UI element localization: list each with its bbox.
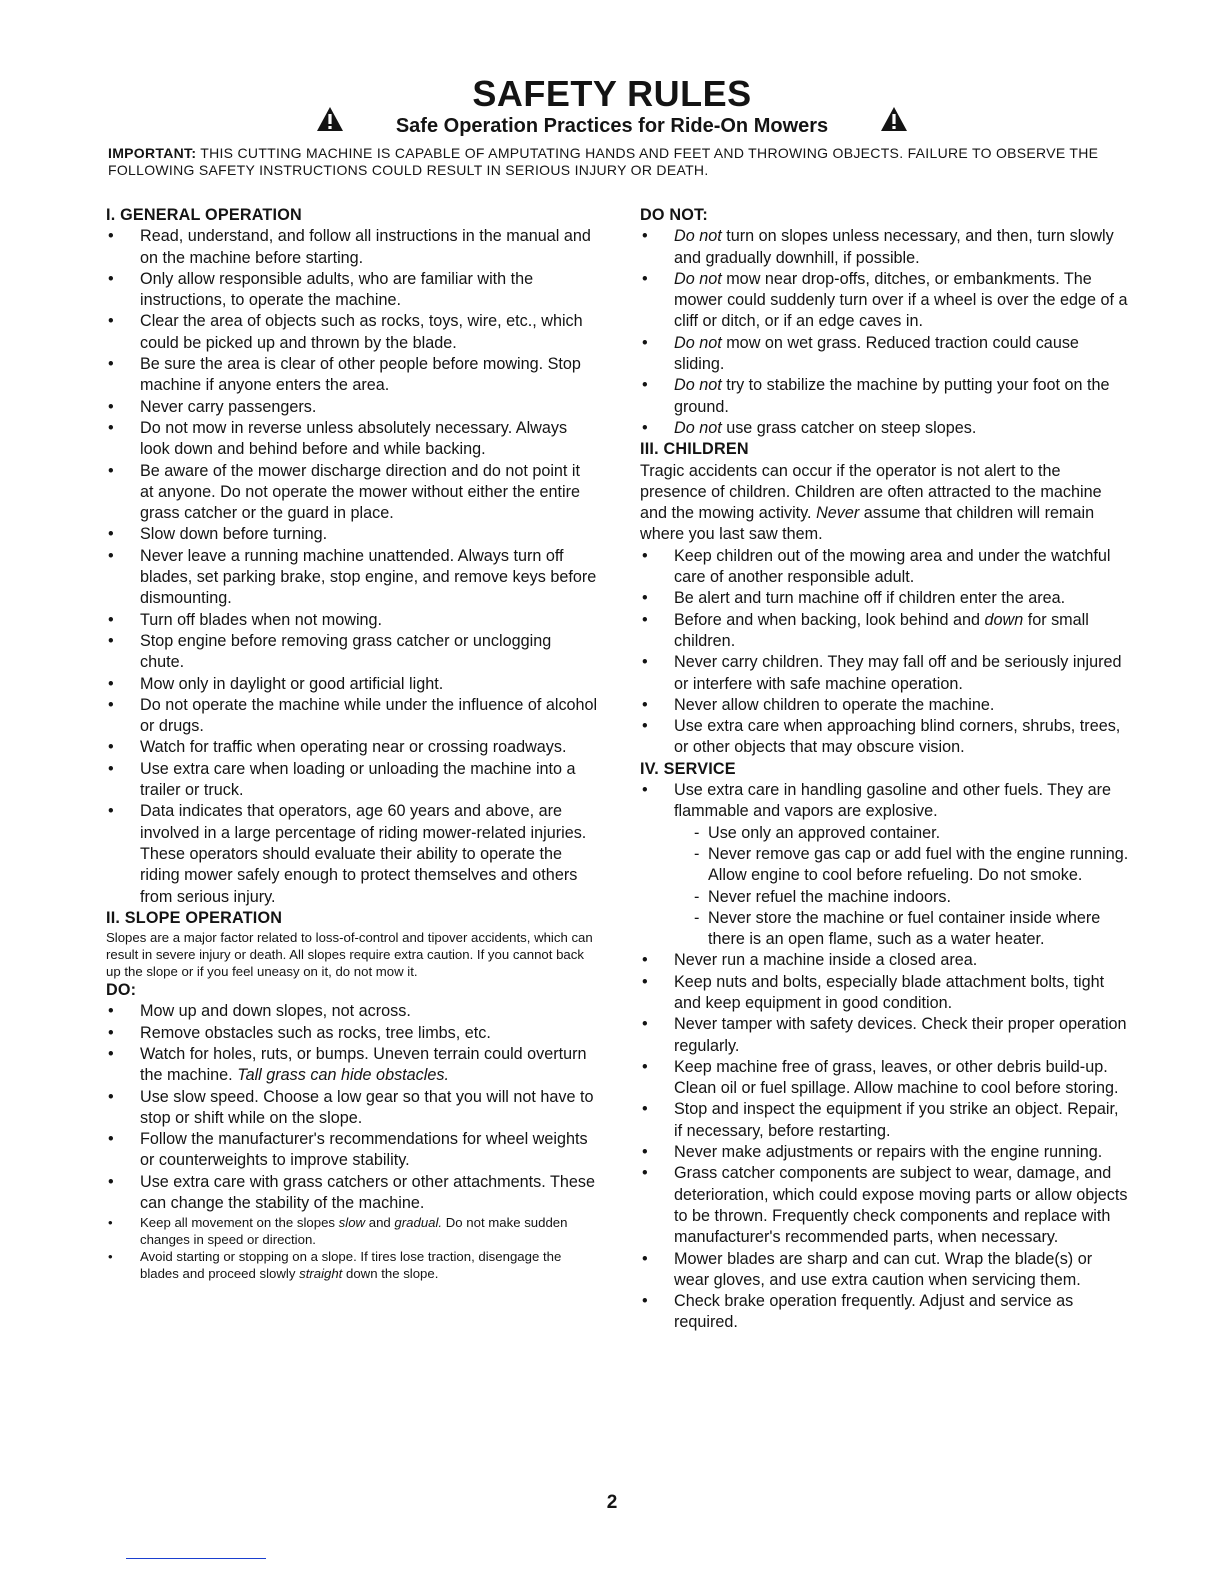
- list-item: • Grass catcher components are subject to wear, damage, and deterioration, which could expose moving parts or allow objects to be thrown. Frequently check components and replace with manufacturer's recommended parts, when necessary.: [640, 1163, 1130, 1248]
- list-item: • Be sure the area is clear of other people before mowing. Stop machine if anyone enters the area.: [106, 354, 598, 397]
- sub-list-item: - Never store the machine or fuel container inside where there is an open flame, such as a water heater.: [692, 908, 1130, 951]
- children-intro: [640, 461, 1130, 546]
- item-emphasis: Do not: [674, 269, 722, 288]
- list-item: • Mow up and down slopes, not across.: [106, 1001, 598, 1022]
- footer-rule: [126, 1558, 266, 1559]
- sub-list-item: - Use only an approved container.: [692, 823, 1130, 844]
- item-text: use grass catcher on steep slopes.: [726, 418, 977, 437]
- list-item: • Keep nuts and bolts, especially blade attachment bolts, tight and keep equipment in good condition.: [640, 972, 1130, 1015]
- item-text: Do not make sudden changes in speed or direction.: [140, 1215, 568, 1248]
- list-item: • Be alert and turn machine off if children enter the area.: [640, 588, 1130, 609]
- list-item: • Remove obstacles such as rocks, tree limbs, etc.: [106, 1023, 598, 1044]
- list-item: • Do not operate the machine while under the influence of alcohol or drugs.: [106, 695, 598, 738]
- item-text: mow on wet grass. Reduced traction could cause sliding.: [674, 333, 1079, 374]
- item-text: down the slope.: [346, 1266, 439, 1282]
- intro-text: assume that children will remain where you last saw them.: [640, 504, 1095, 544]
- list-item: [640, 333, 1130, 376]
- service-heading: IV. SERVICE: [640, 759, 736, 778]
- sub-list-item: - Never remove gas cap or add fuel with the engine running. Allow engine to cool before refueling. Do not smoke.: [692, 844, 1130, 887]
- list-item: • Never carry passengers.: [106, 397, 598, 418]
- list-item: • Stop engine before removing grass catcher or unclogging chute.: [106, 631, 598, 674]
- intro-text: Tragic accidents can occur if the operator is not alert to the presence of children. Children are often attracted to the machine and the mowing activity.: [640, 461, 1102, 523]
- item-text: for small children.: [674, 610, 1089, 650]
- list-item: [640, 226, 1130, 269]
- fuel-sublist: [674, 823, 1130, 951]
- list-item: • Turn off blades when not mowing.: [106, 610, 598, 631]
- item-text: Keep all movement on the slopes: [140, 1215, 335, 1231]
- right-column: [640, 205, 1130, 1334]
- list-item: • Only allow responsible adults, who are familiar with the instructions, to operate the machine.: [106, 269, 598, 312]
- list-item: • Stop and inspect the equipment if you strike an object. Repair, if necessary, before restarting.: [640, 1099, 1130, 1142]
- list-item: • Data indicates that operators, age 60 years and above, are involved in a large percentage of riding mower-related injuries. These operators should evaluate their ability to operate the riding mower safely enough to protect themselves and others from serious injury.: [106, 801, 598, 907]
- item-text: try to stabilize the machine by putting your foot on the ground.: [674, 376, 1110, 416]
- page-subtitle: Safe Operation Practices for Ride-On Mowers: [395, 115, 829, 137]
- item-text: and: [368, 1215, 391, 1231]
- list-item: • Use extra care when loading or unloading the machine into a trailer or truck.: [106, 759, 598, 802]
- do-list: [106, 1001, 598, 1282]
- item-emphasis: down: [984, 610, 1024, 629]
- item-emphasis: gradual.: [394, 1215, 443, 1231]
- list-item: • Clear the area of objects such as rocks, toys, wire, etc., which could be picked up and thrown by the blade.: [106, 311, 598, 354]
- list-item: [640, 375, 1130, 418]
- page-number: 2: [606, 1492, 618, 1513]
- list-item: • Slow down before turning.: [106, 524, 598, 545]
- list-item: [640, 780, 1130, 950]
- slope-operation-heading: II. SLOPE OPERATION: [106, 908, 283, 927]
- list-item: [640, 418, 1130, 439]
- service-list: [640, 780, 1130, 1334]
- general-operation-list: [106, 226, 598, 908]
- list-item: • Never make adjustments or repairs with the engine running.: [640, 1142, 1130, 1163]
- list-item: [640, 269, 1130, 333]
- item-emphasis: Do not: [674, 333, 722, 352]
- item-emphasis: Do not: [674, 227, 722, 246]
- important-label: IMPORTANT:: [108, 145, 197, 161]
- slope-intro: Slopes are a major factor related to loss-of-control and tipover accidents, which can result in severe injury or death. All slopes require extra caution. If you cannot back up the slope or if you feel uneasy on it, do not mow it.: [106, 930, 593, 980]
- list-item: • Mower blades are sharp and can cut. Wrap the blade(s) or wear gloves, and use extra caution when servicing them.: [640, 1249, 1130, 1292]
- item-text: mow near drop-offs, ditches, or embankments. The mower could suddenly turn over if a wheel is over the edge of a cliff or ditch, or if an edge caves in.: [674, 269, 1128, 331]
- list-item: • Mow only in daylight or good artificial light.: [106, 674, 598, 695]
- sub-list-item: - Never refuel the machine indoors.: [692, 887, 1130, 908]
- list-item: • Do not mow in reverse unless absolutely necessary. Always look down and behind before and while backing.: [106, 418, 598, 461]
- item-text: turn on slopes unless necessary, and then, turn slowly and gradually downhill, if possible.: [674, 227, 1114, 267]
- important-text: THIS CUTTING MACHINE IS CAPABLE OF AMPUTATING HANDS AND FEET AND THROWING OBJECTS. FAILURE TO OBSERVE THE FOLLOWING SAFETY INSTRUCTIONS COULD RESULT IN SERIOUS INJURY OR DEATH.: [108, 145, 1099, 178]
- list-item: • Never allow children to operate the machine.: [640, 695, 1130, 716]
- item-emphasis: Do not: [674, 418, 722, 437]
- list-item: • Never run a machine inside a closed area.: [640, 950, 1130, 971]
- general-operation-heading: I. GENERAL OPERATION: [106, 206, 302, 224]
- item-emphasis: Tall grass can hide obstacles.: [237, 1066, 449, 1085]
- item-emphasis: straight: [299, 1266, 343, 1282]
- item-text: Use extra care in handling gasoline and other fuels. They are flammable and vapors are explosive.: [674, 781, 1112, 821]
- left-column: [106, 205, 598, 1282]
- list-item: • Watch for traffic when operating near or crossing roadways.: [106, 737, 598, 758]
- page-title: SAFETY RULES: [472, 73, 752, 114]
- list-item: [106, 1214, 598, 1248]
- list-item: • Be aware of the mower discharge direction and do not point it at anyone. Do not operate the mower without either the entire grass catcher or the guard in place.: [106, 461, 598, 525]
- list-item: • Keep children out of the mowing area and under the watchful care of another responsible adult.: [640, 546, 1130, 589]
- list-item: • Never leave a running machine unattended. Always turn off blades, set parking brake, stop engine, and remove keys before dismounting.: [106, 546, 598, 610]
- item-text: Before and when backing, look behind and: [674, 610, 980, 629]
- list-item: • Follow the manufacturer's recommendations for wheel weights or counterweights to improve stability.: [106, 1129, 598, 1172]
- intro-emphasis: Never: [816, 504, 860, 523]
- do-not-list: [640, 226, 1130, 439]
- item-emphasis: slow: [338, 1215, 366, 1231]
- do-heading: DO:: [106, 981, 137, 1000]
- item-text: Avoid starting or stopping on a slope. If tires lose traction, disengage the blades and proceed slowly: [140, 1249, 562, 1282]
- list-item: • Keep machine free of grass, leaves, or other debris build-up. Clean oil or fuel spillage. Allow machine to cool before storing.: [640, 1057, 1130, 1100]
- list-item: • Use extra care when approaching blind corners, shrubs, trees, or other objects that may obscure vision.: [640, 716, 1130, 759]
- do-not-heading: DO NOT:: [640, 206, 708, 224]
- important-notice: [108, 145, 1128, 179]
- list-item: [640, 610, 1130, 653]
- list-item: • Use slow speed. Choose a low gear so that you will not have to stop or shift while on the slope.: [106, 1087, 598, 1130]
- list-item: [106, 1248, 598, 1282]
- children-heading: III. CHILDREN: [640, 440, 749, 459]
- item-emphasis: Do not: [674, 376, 722, 395]
- list-item: • Check brake operation frequently. Adjust and service as required.: [640, 1291, 1130, 1334]
- list-item: [106, 1044, 598, 1087]
- children-list: [640, 546, 1130, 759]
- warning-triangle-icon: [880, 106, 908, 132]
- list-item: • Read, understand, and follow all instructions in the manual and on the machine before starting.: [106, 226, 598, 269]
- list-item: • Never tamper with safety devices. Check their proper operation regularly.: [640, 1014, 1130, 1057]
- list-item: • Never carry children. They may fall off and be seriously injured or interfere with safe machine operation.: [640, 652, 1130, 695]
- list-item: • Use extra care with grass catchers or other attachments. These can change the stability of the machine.: [106, 1172, 598, 1215]
- item-text: Watch for holes, ruts, or bumps. Uneven terrain could overturn the machine.: [140, 1044, 587, 1085]
